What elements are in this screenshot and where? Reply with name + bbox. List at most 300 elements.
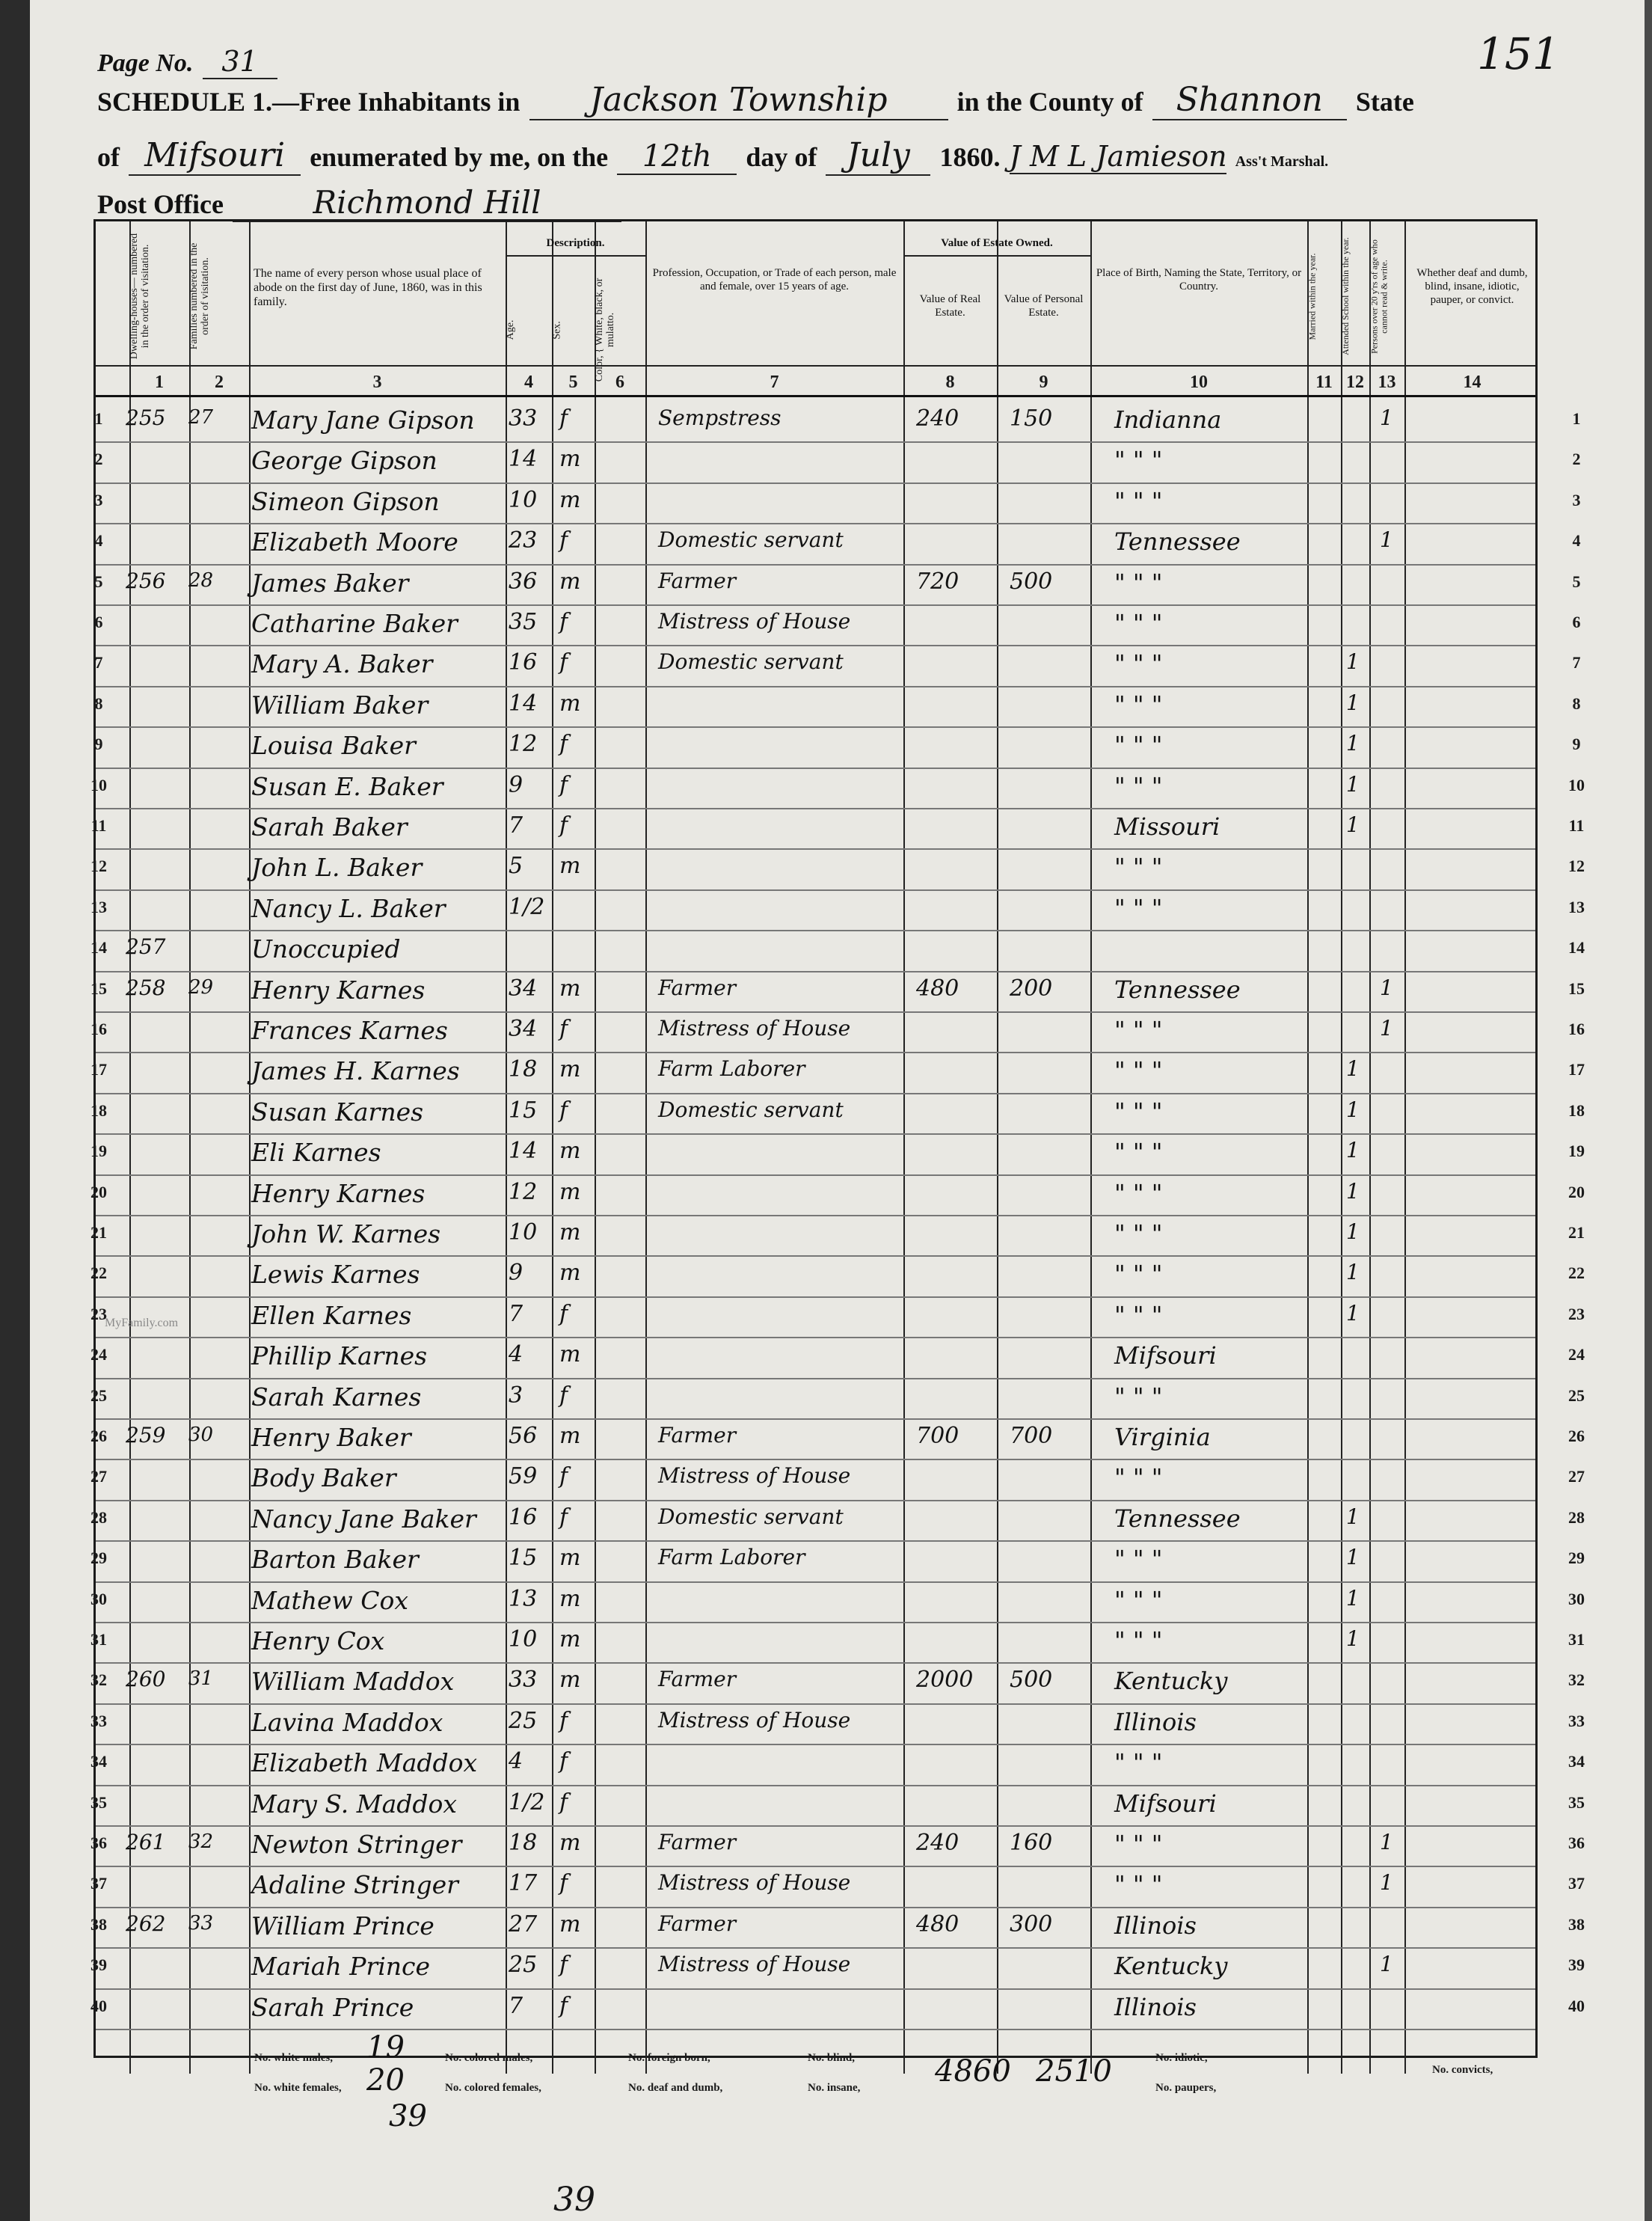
attended-school-mark: 1 bbox=[1346, 1504, 1360, 1529]
attended-school-mark: 1 bbox=[1346, 1545, 1360, 1570]
row-divider bbox=[96, 1540, 1535, 1542]
birthplace-cell: " " " bbox=[1114, 649, 1163, 678]
sex-cell: f bbox=[559, 1748, 568, 1775]
row-number-right: 26 bbox=[1568, 1427, 1585, 1445]
attended-school-mark: 1 bbox=[1346, 812, 1360, 837]
occupation-cell: Mistress of House bbox=[658, 1870, 851, 1896]
illiterate-mark: 1 bbox=[1380, 975, 1393, 1000]
column-number: 1 bbox=[155, 373, 164, 392]
sex-cell: m bbox=[559, 1585, 581, 1612]
person-name: Phillip Karnes bbox=[251, 1341, 428, 1371]
row-divider bbox=[96, 1947, 1535, 1949]
column-divider bbox=[1307, 221, 1309, 2074]
blind-label: No. blind, bbox=[808, 2052, 855, 2064]
illiterate-mark: 1 bbox=[1380, 1016, 1393, 1041]
post-office-line bbox=[97, 184, 621, 222]
age-cell: 7 bbox=[509, 1300, 523, 1327]
schedule-line bbox=[97, 81, 1414, 120]
birthplace-cell: Mifsouri bbox=[1114, 1789, 1217, 1818]
row-number-left: 14 bbox=[90, 938, 107, 958]
row-number-right: 34 bbox=[1568, 1752, 1585, 1771]
person-name: Mary S. Maddox bbox=[251, 1789, 457, 1819]
attended-school-mark: 1 bbox=[1346, 1626, 1360, 1651]
sex-cell: f bbox=[559, 812, 568, 839]
row-number-right: 28 bbox=[1568, 1507, 1585, 1527]
age-cell: 36 bbox=[509, 568, 538, 595]
row-number-left: 2 bbox=[94, 450, 103, 469]
age-cell: 7 bbox=[509, 812, 523, 839]
column-divider bbox=[997, 221, 998, 2074]
occupation-cell: Farmer bbox=[658, 568, 737, 593]
row-divider bbox=[96, 2029, 1535, 2030]
column-number: 5 bbox=[568, 373, 578, 392]
person-name: Sarah Prince bbox=[251, 1992, 414, 2022]
person-name: Lavina Maddox bbox=[251, 1707, 443, 1737]
row-number-left: 13 bbox=[90, 897, 107, 916]
row-divider bbox=[96, 1296, 1535, 1298]
age-cell: 27 bbox=[509, 1911, 538, 1937]
white-total: 39 bbox=[389, 2099, 427, 2133]
row-divider bbox=[96, 686, 1535, 687]
column-divider bbox=[645, 221, 647, 2074]
post-office-value: Richmond Hill bbox=[233, 184, 621, 222]
birthplace-cell: " " " bbox=[1114, 486, 1163, 515]
real-estate-value: 700 bbox=[916, 1423, 959, 1449]
attended-school-mark: 1 bbox=[1346, 649, 1360, 675]
row-number-right: 8 bbox=[1572, 693, 1581, 713]
row-number-left: 12 bbox=[90, 857, 107, 876]
row-divider bbox=[96, 971, 1535, 972]
row-divider bbox=[96, 441, 1535, 443]
row-number-left: 8 bbox=[94, 693, 103, 713]
birthplace-cell: " " " bbox=[1114, 1260, 1163, 1289]
column-header-c11: Married within the year. bbox=[1306, 253, 1317, 340]
person-name: Susan E. Baker bbox=[251, 771, 443, 801]
row-number-left: 15 bbox=[90, 978, 107, 998]
family-number: 33 bbox=[188, 1911, 214, 1934]
age-cell: 17 bbox=[509, 1870, 538, 1897]
sex-cell: m bbox=[559, 1138, 581, 1165]
row-number-right: 20 bbox=[1568, 1182, 1585, 1201]
birthplace-cell: Illinois bbox=[1114, 1911, 1197, 1940]
row-divider bbox=[96, 1662, 1535, 1664]
person-name: Eli Karnes bbox=[251, 1138, 381, 1168]
page-number: 31 bbox=[203, 45, 277, 79]
row-divider bbox=[96, 1093, 1535, 1094]
idiotic-label: No. idiotic, bbox=[1155, 2052, 1208, 2064]
row-divider bbox=[96, 365, 1535, 367]
occupation-cell: Farmer bbox=[658, 1667, 737, 1692]
column-number: 13 bbox=[1378, 373, 1396, 392]
year-value: 1860. bbox=[939, 142, 1001, 172]
dwelling-number: 261 bbox=[126, 1830, 166, 1854]
county-label: in the County of bbox=[956, 87, 1143, 117]
occupation-cell: Farm Laborer bbox=[658, 1056, 805, 1082]
sex-cell: f bbox=[559, 1463, 568, 1490]
row-number-right: 9 bbox=[1572, 735, 1581, 754]
person-name: George Gipson bbox=[251, 446, 437, 476]
township-value: Jackson Township bbox=[529, 81, 948, 120]
row-number-right: 3 bbox=[1572, 490, 1581, 509]
row-divider bbox=[96, 1255, 1535, 1257]
folio-number: 151 bbox=[1477, 28, 1560, 79]
occupation-cell: Domestic servant bbox=[658, 527, 844, 553]
birthplace-cell: " " " bbox=[1114, 609, 1163, 637]
row-divider bbox=[96, 1418, 1535, 1420]
sex-cell: m bbox=[559, 1178, 581, 1205]
birthplace-cell: Kentucky bbox=[1114, 1667, 1228, 1696]
birthplace-cell: " " " bbox=[1114, 446, 1163, 475]
age-cell: 33 bbox=[509, 1667, 538, 1694]
age-cell: 25 bbox=[509, 1707, 538, 1734]
row-number-left: 32 bbox=[90, 1670, 107, 1690]
occupation-cell: Domestic servant bbox=[658, 1097, 844, 1122]
birthplace-cell: " " " bbox=[1114, 893, 1163, 922]
birthplace-cell: " " " bbox=[1114, 1056, 1163, 1085]
row-divider bbox=[96, 604, 1535, 606]
sex-cell: f bbox=[559, 1870, 568, 1897]
row-divider bbox=[96, 1785, 1535, 1786]
row-number-left: 39 bbox=[90, 1955, 107, 1975]
person-name: Nancy Jane Baker bbox=[251, 1504, 476, 1534]
row-divider bbox=[96, 1500, 1535, 1501]
occupation-cell: Domestic servant bbox=[658, 649, 844, 675]
birthplace-cell: " " " bbox=[1114, 690, 1163, 719]
row-divider bbox=[96, 1133, 1535, 1135]
occupation-cell: Farm Laborer bbox=[658, 1545, 805, 1570]
row-divider bbox=[96, 768, 1535, 769]
birthplace-cell: Missouri bbox=[1114, 812, 1220, 841]
sex-cell: m bbox=[559, 486, 581, 513]
family-number: 29 bbox=[188, 975, 214, 999]
illiterate-mark: 1 bbox=[1380, 405, 1393, 430]
row-divider bbox=[96, 1744, 1535, 1745]
white-males-label: No. white males, bbox=[254, 2052, 333, 2064]
column-header-c1: Dwelling-houses— numbered in the order of visitation. bbox=[129, 233, 151, 360]
sex-cell: m bbox=[559, 1056, 581, 1083]
row-number-left: 20 bbox=[90, 1182, 107, 1201]
row-number-left: 9 bbox=[94, 735, 103, 754]
row-divider bbox=[96, 1052, 1535, 1053]
row-divider bbox=[96, 930, 1535, 931]
personal-estate-value: 300 bbox=[1010, 1911, 1053, 1937]
column-number: 12 bbox=[1346, 373, 1364, 392]
paupers-label: No. paupers, bbox=[1155, 2082, 1217, 2094]
age-cell: 5 bbox=[509, 853, 523, 880]
age-cell: 35 bbox=[509, 609, 538, 635]
illiterate-mark: 1 bbox=[1380, 527, 1393, 553]
person-name: James H. Karnes bbox=[251, 1056, 460, 1086]
row-number-right: 12 bbox=[1568, 857, 1585, 876]
birthplace-cell: " " " bbox=[1114, 1178, 1163, 1207]
row-number-left: 26 bbox=[90, 1427, 107, 1445]
convicts-label: No. convicts, bbox=[1432, 2064, 1493, 2076]
row-number-right: 22 bbox=[1568, 1263, 1585, 1283]
occupation-cell: Farmer bbox=[658, 1911, 737, 1936]
person-name: Adaline Stringer bbox=[251, 1870, 458, 1900]
sex-cell: m bbox=[559, 1667, 581, 1694]
age-cell: 18 bbox=[509, 1056, 538, 1083]
row-divider bbox=[96, 1337, 1535, 1338]
row-number-left: 23 bbox=[90, 1304, 107, 1323]
enumerated-label: enumerated by me, on the bbox=[310, 142, 609, 172]
column-number: 7 bbox=[770, 373, 779, 392]
birthplace-cell: " " " bbox=[1114, 1585, 1163, 1614]
bottom-number: 39 bbox=[553, 2181, 595, 2219]
person-name: Catharine Baker bbox=[251, 609, 458, 638]
row-divider bbox=[96, 1459, 1535, 1460]
scan-edge-left bbox=[0, 0, 30, 2221]
row-number-left: 3 bbox=[94, 490, 103, 509]
birthplace-cell: " " " bbox=[1114, 1870, 1163, 1899]
column-number: 2 bbox=[215, 373, 224, 392]
white-females-count: 20 bbox=[366, 2063, 405, 2098]
age-cell: 10 bbox=[509, 1219, 538, 1246]
dwelling-number: 257 bbox=[126, 934, 166, 960]
sex-cell: f bbox=[559, 1789, 568, 1816]
colored-males-label: No. colored males, bbox=[445, 2052, 533, 2064]
column-number: 10 bbox=[1190, 373, 1208, 392]
real-estate-total: 4860 bbox=[935, 2054, 1011, 2089]
age-cell: 16 bbox=[509, 649, 538, 676]
attended-school-mark: 1 bbox=[1346, 1219, 1360, 1244]
row-divider bbox=[96, 1988, 1535, 1990]
person-name: Unoccupied bbox=[251, 934, 401, 964]
birthplace-cell: " " " bbox=[1114, 1300, 1163, 1329]
illiterate-mark: 1 bbox=[1380, 1952, 1393, 1977]
row-number-left: 16 bbox=[90, 1020, 107, 1038]
person-name: Frances Karnes bbox=[251, 1016, 448, 1045]
row-number-right: 32 bbox=[1568, 1670, 1585, 1690]
sex-cell: m bbox=[559, 1423, 581, 1449]
attended-school-mark: 1 bbox=[1346, 1300, 1360, 1326]
occupation-cell: Mistress of House bbox=[658, 1016, 851, 1041]
column-header-c9: Value of Personal Estate. bbox=[1004, 293, 1084, 319]
real-estate-value: 720 bbox=[916, 568, 959, 595]
row-number-right: 14 bbox=[1568, 938, 1585, 958]
personal-estate-value: 160 bbox=[1010, 1830, 1053, 1856]
row-divider bbox=[96, 1581, 1535, 1583]
row-divider bbox=[96, 1622, 1535, 1623]
person-name: John W. Karnes bbox=[251, 1219, 441, 1249]
sex-cell: f bbox=[559, 771, 568, 798]
dwelling-number: 259 bbox=[126, 1423, 166, 1448]
occupation-cell: Mistress of House bbox=[658, 1707, 851, 1733]
age-cell: 1/2 bbox=[509, 893, 545, 920]
sex-cell: m bbox=[559, 1830, 581, 1856]
column-header-c6: Color, { White, black, or mulatto. bbox=[594, 278, 616, 382]
column-number: 8 bbox=[945, 373, 955, 392]
column-divider bbox=[1341, 221, 1342, 2074]
age-cell: 25 bbox=[509, 1952, 538, 1979]
row-number-right: 37 bbox=[1568, 1874, 1585, 1893]
row-divider bbox=[96, 1378, 1535, 1379]
attended-school-mark: 1 bbox=[1346, 1260, 1360, 1285]
attended-school-mark: 1 bbox=[1346, 1585, 1360, 1611]
column-divider bbox=[189, 221, 191, 2074]
row-divider bbox=[96, 889, 1535, 891]
foreign-born-label: No. foreign born, bbox=[628, 2052, 710, 2064]
birthplace-cell: Kentucky bbox=[1114, 1952, 1228, 1981]
age-cell: 1/2 bbox=[509, 1789, 545, 1816]
age-cell: 34 bbox=[509, 975, 538, 1002]
person-name: Mariah Prince bbox=[251, 1952, 431, 1982]
sex-cell: f bbox=[559, 1504, 568, 1531]
age-cell: 15 bbox=[509, 1097, 538, 1124]
sex-cell: f bbox=[559, 405, 568, 432]
watermark: MyFamily.com bbox=[105, 1317, 179, 1329]
sex-cell: f bbox=[559, 1382, 568, 1409]
row-number-left: 29 bbox=[90, 1548, 107, 1568]
row-divider bbox=[96, 395, 1535, 397]
column-header-c12: Attended School within the year. bbox=[1340, 237, 1351, 355]
occupation-cell: Sempstress bbox=[658, 405, 782, 430]
birthplace-cell: " " " bbox=[1114, 771, 1163, 800]
row-divider bbox=[96, 848, 1535, 850]
column-divider bbox=[903, 221, 905, 2074]
row-number-right: 38 bbox=[1568, 1914, 1585, 1934]
personal-estate-value: 500 bbox=[1010, 1667, 1053, 1694]
row-number-right: 7 bbox=[1572, 653, 1581, 673]
row-number-left: 21 bbox=[90, 1223, 107, 1242]
row-divider bbox=[96, 1215, 1535, 1216]
row-number-left: 28 bbox=[90, 1507, 107, 1527]
row-number-left: 25 bbox=[90, 1385, 107, 1405]
age-cell: 14 bbox=[509, 690, 538, 717]
row-divider bbox=[96, 1907, 1535, 1908]
person-name: James Baker bbox=[251, 568, 409, 598]
attended-school-mark: 1 bbox=[1346, 731, 1360, 756]
row-divider bbox=[96, 1825, 1535, 1827]
person-name: Elizabeth Moore bbox=[251, 527, 458, 557]
column-number: 6 bbox=[615, 373, 624, 392]
real-estate-value: 240 bbox=[916, 1830, 959, 1856]
row-number-right: 2 bbox=[1572, 450, 1581, 469]
birthplace-cell: " " " bbox=[1114, 1016, 1163, 1044]
row-number-left: 19 bbox=[90, 1142, 107, 1161]
birthplace-cell: " " " bbox=[1114, 1219, 1163, 1248]
row-number-right: 13 bbox=[1568, 897, 1585, 916]
white-females-label: No. white females, bbox=[254, 2082, 342, 2094]
column-header-c7: Profession, Occupation, or Trade of each person, male and female, over 15 years of age. bbox=[652, 267, 897, 292]
age-cell: 16 bbox=[509, 1504, 538, 1531]
sex-cell: m bbox=[559, 690, 581, 717]
age-cell: 4 bbox=[509, 1748, 523, 1775]
column-header-c5: Sex. bbox=[551, 320, 562, 340]
column-divider bbox=[1090, 221, 1092, 2074]
age-cell: 14 bbox=[509, 446, 538, 473]
group-header-divider bbox=[903, 255, 1090, 257]
person-name: Mathew Cox bbox=[251, 1585, 408, 1615]
real-estate-value: 480 bbox=[916, 975, 959, 1002]
birthplace-cell: " " " bbox=[1114, 1382, 1163, 1411]
row-number-right: 5 bbox=[1572, 572, 1581, 591]
birthplace-cell: " " " bbox=[1114, 1545, 1163, 1574]
row-divider bbox=[96, 564, 1535, 566]
person-name: Sarah Baker bbox=[251, 812, 408, 842]
sex-cell: m bbox=[559, 1260, 581, 1287]
row-number-left: 40 bbox=[90, 1996, 107, 2015]
day-label: day of bbox=[746, 142, 817, 172]
age-cell: 7 bbox=[509, 1992, 523, 2019]
dwelling-number: 256 bbox=[126, 568, 166, 593]
person-name: Louisa Baker bbox=[251, 731, 416, 761]
row-divider bbox=[96, 1174, 1535, 1176]
row-number-left: 10 bbox=[90, 775, 107, 794]
age-cell: 4 bbox=[509, 1341, 523, 1368]
personal-estate-value: 150 bbox=[1010, 405, 1053, 432]
birthplace-cell: Illinois bbox=[1114, 1707, 1197, 1736]
age-cell: 34 bbox=[509, 1016, 538, 1042]
attended-school-mark: 1 bbox=[1346, 690, 1360, 715]
person-name: Simeon Gipson bbox=[251, 486, 440, 516]
birthplace-cell: " " " bbox=[1114, 1463, 1163, 1492]
family-number: 27 bbox=[188, 406, 214, 429]
column-header-c2: Families numbered in the order of visitation. bbox=[188, 242, 211, 350]
row-divider bbox=[96, 1703, 1535, 1705]
person-name: Henry Karnes bbox=[251, 1178, 426, 1208]
row-number-right: 31 bbox=[1568, 1630, 1585, 1649]
birthplace-cell: Tennessee bbox=[1114, 1504, 1241, 1533]
row-number-right: 19 bbox=[1568, 1142, 1585, 1161]
person-name: Elizabeth Maddox bbox=[251, 1748, 478, 1778]
row-number-right: 30 bbox=[1568, 1589, 1585, 1608]
family-number: 28 bbox=[188, 569, 214, 592]
occupation-cell: Domestic servant bbox=[658, 1504, 844, 1529]
person-name: Henry Karnes bbox=[251, 975, 426, 1005]
row-number-right: 15 bbox=[1568, 978, 1585, 998]
row-number-left: 7 bbox=[94, 653, 103, 673]
age-cell: 13 bbox=[509, 1585, 538, 1612]
row-number-right: 4 bbox=[1572, 531, 1581, 551]
white-males-count: 19 bbox=[366, 2030, 405, 2065]
column-number: 14 bbox=[1463, 373, 1481, 392]
birthplace-cell: " " " bbox=[1114, 853, 1163, 882]
deaf-dumb-label: No. deaf and dumb, bbox=[628, 2082, 723, 2094]
row-number-right: 33 bbox=[1568, 1711, 1585, 1730]
state-value: Mifsouri bbox=[129, 136, 301, 176]
person-name: John L. Baker bbox=[251, 853, 423, 883]
column-divider bbox=[129, 221, 131, 2074]
row-number-right: 17 bbox=[1568, 1060, 1585, 1079]
row-number-right: 40 bbox=[1568, 1996, 1585, 2015]
age-cell: 10 bbox=[509, 1626, 538, 1652]
sex-cell: f bbox=[559, 1300, 568, 1327]
person-name: Body Baker bbox=[251, 1463, 396, 1493]
sex-cell: m bbox=[559, 1219, 581, 1246]
occupation-cell: Farmer bbox=[658, 1830, 737, 1854]
row-divider bbox=[96, 1011, 1535, 1013]
row-divider bbox=[96, 726, 1535, 728]
marshal-label: Ass't Marshal. bbox=[1235, 153, 1329, 170]
column-number: 11 bbox=[1315, 373, 1333, 392]
birthplace-cell: Mifsouri bbox=[1114, 1341, 1217, 1370]
row-number-left: 22 bbox=[90, 1263, 107, 1283]
illiterate-mark: 1 bbox=[1380, 1870, 1393, 1896]
real-estate-value: 480 bbox=[916, 1911, 959, 1937]
day-value: 12th bbox=[617, 139, 737, 175]
row-number-left: 24 bbox=[90, 1345, 107, 1364]
attended-school-mark: 1 bbox=[1346, 1138, 1360, 1163]
column-number: 4 bbox=[524, 373, 533, 392]
row-divider bbox=[96, 523, 1535, 524]
column-divider bbox=[1404, 221, 1406, 2074]
row-divider bbox=[96, 483, 1535, 484]
insane-label: No. insane, bbox=[808, 2082, 861, 2094]
person-name: Mary A. Baker bbox=[251, 649, 433, 679]
month-value: July bbox=[826, 136, 930, 176]
illiterate-mark: 1 bbox=[1380, 1830, 1393, 1854]
